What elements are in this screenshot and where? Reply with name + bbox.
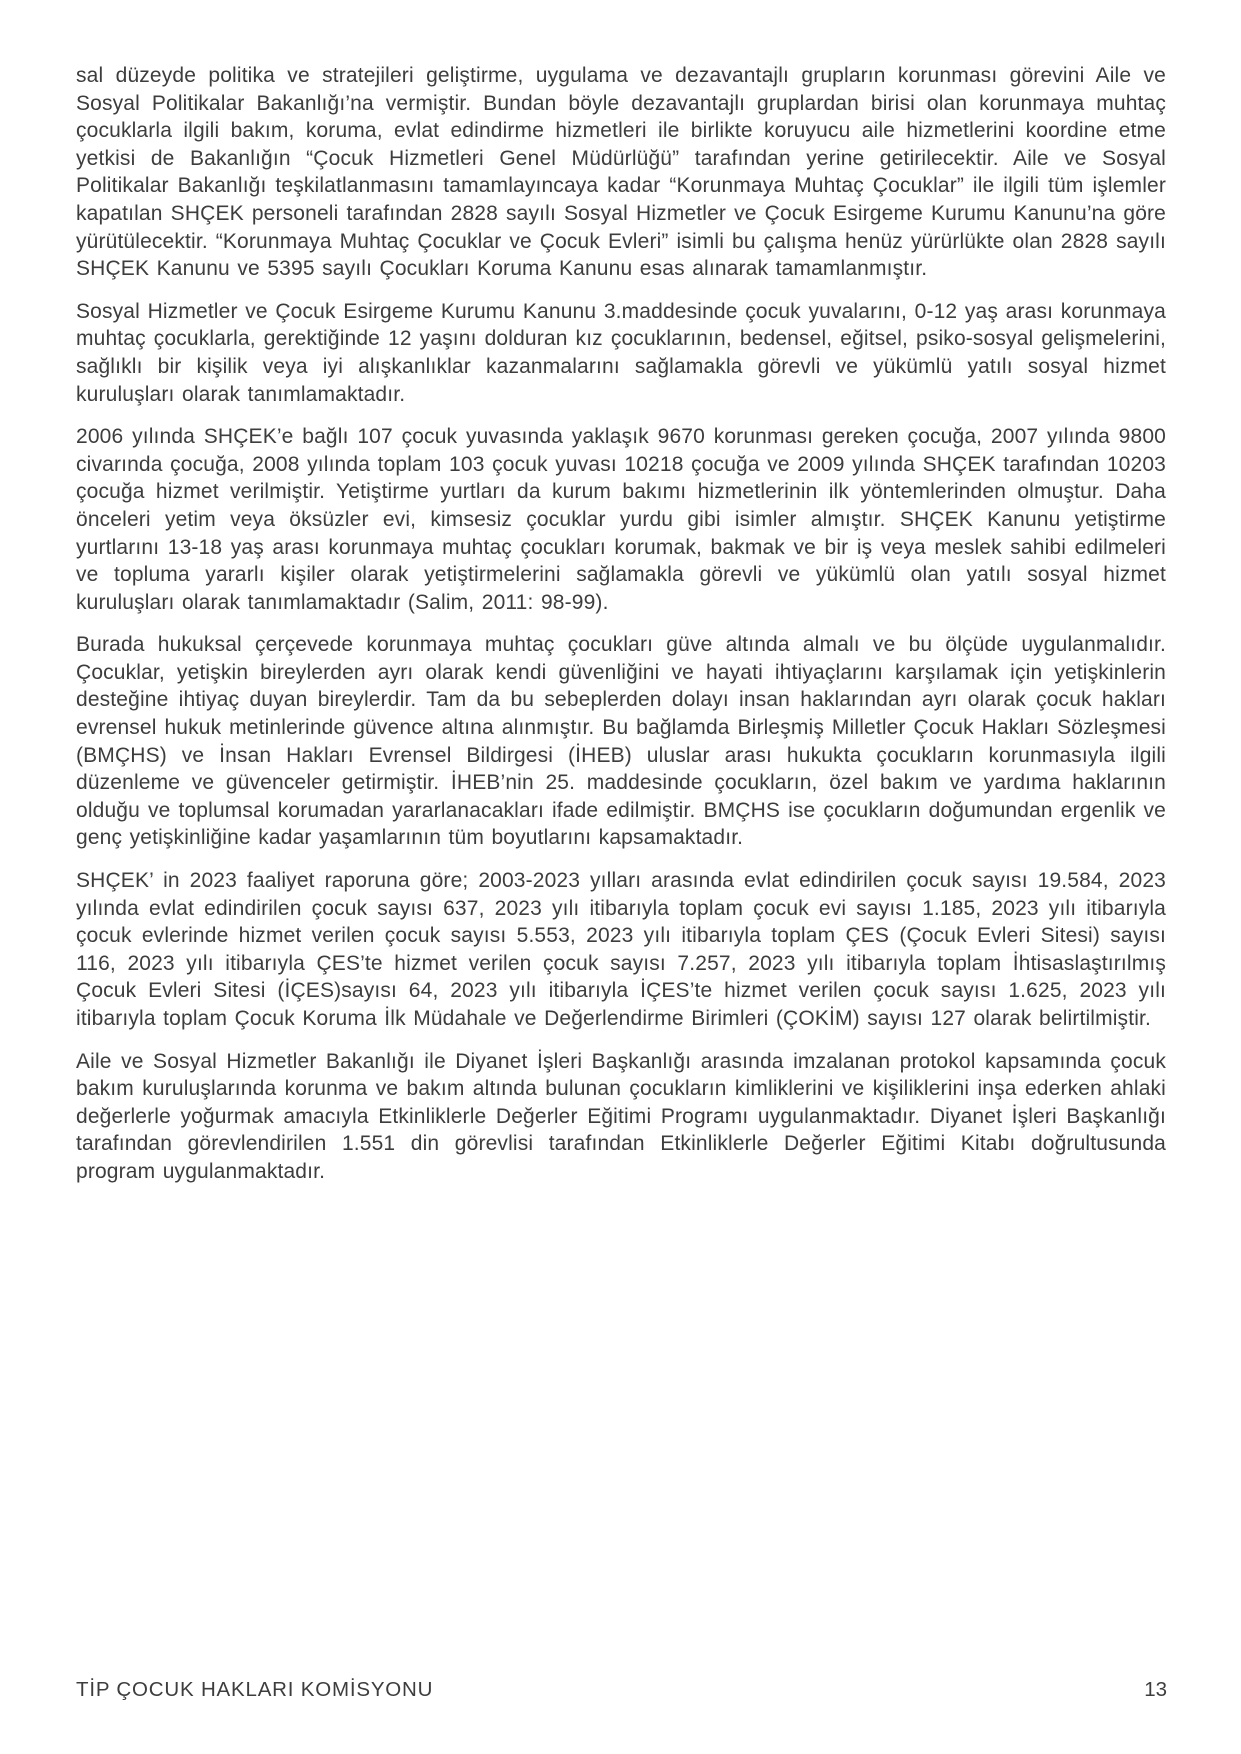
page-number: 13 [1144, 1678, 1167, 1701]
paragraph-3: 2006 yılında SHÇEK’e bağlı 107 çocuk yuvasında yaklaşık 9670 korunması gereken çocuğa, 2007 yılında 9800 civarında çocuğa, 2008 yılında toplam 103 çocuk yuvası 10218 çocuğa ve 2009 yılında SHÇEK tarafından 10203 çocuğa hizmet verilmiştir. Yetiştirme yurtları da kurum bakımı hizmetlerinin ilk yöntemlerinden olmuştur. Daha önceleri yetim veya öksüzler evi, kimsesiz çocuklar yurdu gibi isimler almıştır. SHÇEK Kanunu yetiştirme yurtlarını 13-18 yaş arası korunmaya muhtaç çocukları korumak, bakmak ve bir iş veya meslek sahibi edilmeleri ve topluma yararlı kişiler olarak yetiştirmelerini sağlamakla görevli ve yükümlü olan yatılı sosyal hizmet kuruluşları olarak tanımlamaktadır (Salim, 2011: 98-99). [76, 425, 1166, 614]
paragraph-6: Aile ve Sosyal Hizmetler Bakanlığı ile Diyanet İşleri Başkanlığı arasında imzalanan protokol kapsamında çocuk bakım kuruluşlarında korunma ve bakım altında bulunan çocukların kimliklerini ve kişiliklerini inşa ederken ahlaki değerlerle yoğurmak amacıyla Etkinliklerle Değerler Eğitimi Programı uygulanmaktadır. Diyanet İşleri Başkanlığı tarafından görevlendirilen 1.551 din görevlisi tarafından Etkinliklerle Değerler Eğitimi Kitabı doğrultusunda program uygulanmaktadır. [76, 1049, 1166, 1183]
paragraph-2: Sosyal Hizmetler ve Çocuk Esirgeme Kurumu Kanunu 3.maddesinde çocuk yuvalarını, 0-12 yaş arası korunmaya muhtaç çocuklarla, gerektiğinde 12 yaşını dolduran kız çocuklarının, bedensel, eğitsel, psiko-sosyal gelişmelerini, sağlıklı bir kişilik veya iyi alışkanlıklar kazanmalarını sağlamakla görevli ve yükümlü yatılı sosyal hizmet kuruluşları olarak tanımlamaktadır. [76, 299, 1166, 406]
paragraph-1: sal düzeyde politika ve stratejileri geliştirme, uygulama ve dezavantajlı grupların korunması görevini Aile ve Sosyal Politikalar Bakanlığı’na vermiştir. Bundan böyle dezavantajlı gruplardan birisi olan korunmaya muhtaç çocuklarla ilgili bakım, koruma, evlat edindirme hizmetleri ile birlikte koruyucu aile hizmetlerini koordine etme yetkisi de Bakanlığın “Çocuk Hizmetleri Genel Müdürlüğü” tarafından yerine getirilecektir. Aile ve Sosyal Politikalar Bakanlığı teşkilatlanmasını tamamlayıncaya kadar “Korunmaya Muhtaç Çocuklar” ile ilgili tüm işlemler kapatılan SHÇEK personeli tarafından 2828 sayılı Sosyal Hizmetler ve Çocuk Esirgeme Kurumu Kanunu’na göre yürütülecektir. “Korunmaya Muhtaç Çocuklar ve Çocuk Evleri” isimli bu çalışma henüz yürürlükte olan 2828 sayılı SHÇEK Kanunu ve 5395 sayılı Çocukları Koruma Kanunu esas alınarak tamamlanmıştır. [76, 64, 1166, 281]
page-footer [76, 1678, 1167, 1702]
paragraph-4: Burada hukuksal çerçevede korunmaya muhtaç çocukları güve altında almalı ve bu ölçüde uygulanmalıdır. Çocuklar, yetişkin bireylerden ayrı olarak kendi güvenliğini ve hayati ihtiyaçlarını karşılamak için yetişkinlerin desteğine ihtiyaç duyan bireylerdir. Tam da bu sebeplerden dolayı insan haklarından ayrı olarak çocuk hakları evrensel hukuk metinlerinde güvence altına alınmıştır. Bu bağlamda Birleşmiş Milletler Çocuk Hakları Sözleşmesi (BMÇHS) ve İnsan Hakları Evrensel Bildirgesi (İHEB) uluslar arası hukukta çocukların korunmasıyla ilgili düzenleme ve güvenceler getirmiştir. İHEB’nin 25. maddesinde çocukların, özel bakım ve yardıma haklarının olduğu ve toplumsal korumadan yararlanacakları ifade edilmiştir. BMÇHS ise çocukların doğumundan ergenlik ve genç yetişkinliğine kadar yaşamlarının tüm boyutlarını kapsamaktadır. [76, 633, 1166, 850]
body-text [76, 62, 1166, 1186]
paragraph-5: SHÇEK’ in 2023 faaliyet raporuna göre; 2003-2023 yılları arasında evlat edindirilen çocuk sayısı 19.584, 2023 yılında evlat edindirilen çocuk sayısı 637, 2023 yılı itibarıyla toplam çocuk evi sayısı 1.185, 2023 yılı itibarıyla çocuk evlerinde hizmet verilen çocuk sayısı 5.553, 2023 yılı itibarıyla toplam ÇES (Çocuk Evleri Sitesi) sayısı 116, 2023 yılı itibarıyla ÇES’te hizmet verilen çocuk sayısı 7.257, 2023 yılı itibarıyla toplam İhtisaslaştırılmış Çocuk Evleri Sitesi (İÇES)sayısı 64, 2023 yılı itibarıyla İÇES’te hizmet verilen çocuk sayısı 1.625, 2023 yılı itibarıyla toplam Çocuk Koruma İlk Müdahale ve Değerlendirme Birimleri (ÇOKİM) sayısı 127 olarak belirtilmiştir. [76, 869, 1166, 1030]
footer-commission-title: TİP ÇOCUK HAKLARI KOMİSYONU [76, 1678, 434, 1701]
